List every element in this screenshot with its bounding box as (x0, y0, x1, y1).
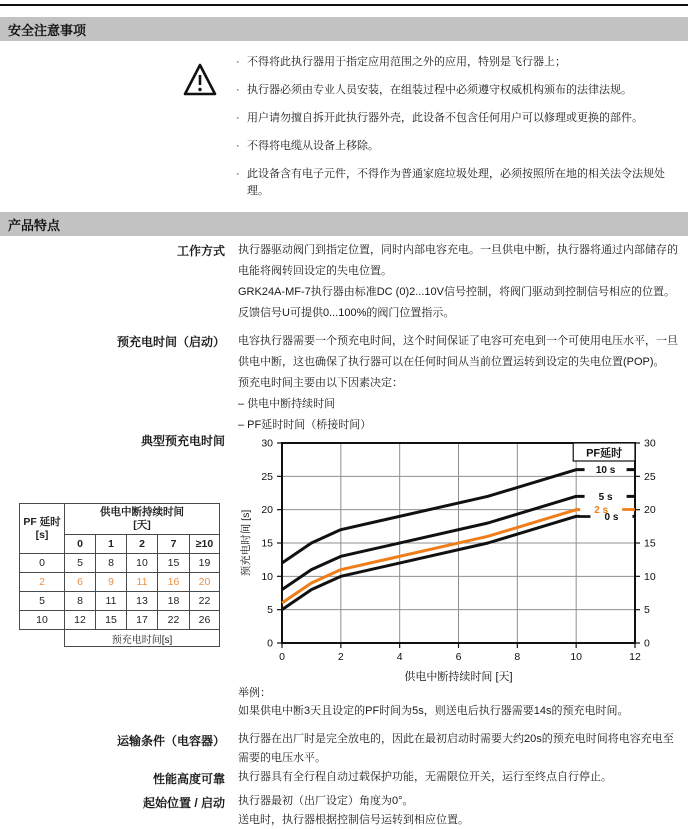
table-footer-row (20, 630, 220, 647)
precharge-list-item: – PF延时时间（桥接时间） (238, 419, 372, 431)
svg-text:供电中断持续时间 [天]: 供电中断持续时间 [天] (404, 671, 513, 683)
typical-label: 典型预充电时间 (140, 434, 225, 448)
paragraph: 执行器驱动阀门到指定位置，同时内部电容充电。一旦供电中断，执行器将通过内部储存的电能将阀转回设定的失电位置。 (238, 244, 678, 277)
table-cell: 2 (20, 573, 65, 592)
table-cell: 11 (127, 573, 158, 592)
svg-text:4: 4 (396, 651, 403, 663)
table-cell: 16 (158, 573, 190, 592)
table-cell: 15 (158, 554, 190, 573)
svg-text:10: 10 (570, 651, 583, 663)
svg-text:5: 5 (644, 604, 650, 617)
svg-text:10 s: 10 s (595, 465, 616, 477)
bullet-text: 不得将此执行器用于指定应用范围之外的应用，特别是飞行器上； (247, 56, 566, 68)
svg-text:30: 30 (261, 437, 273, 450)
section-bar-features (0, 212, 688, 236)
table-row (20, 573, 220, 592)
precharge-table (19, 503, 220, 647)
paragraph: 执行器具有全行程自动过载保护功能，无需限位开关，运行至终点自行停止。 (238, 771, 612, 783)
precharge-chart (230, 436, 688, 688)
table-corner-cell: PF 延时 [s] (20, 504, 65, 554)
table-header-row (20, 504, 220, 535)
table-row (20, 611, 220, 630)
example-title: 举例： (238, 687, 271, 699)
svg-text:15: 15 (261, 537, 273, 550)
table-cell: 12 (65, 611, 96, 630)
svg-text:6: 6 (455, 651, 462, 663)
svg-text:2 s: 2 s (594, 505, 609, 517)
svg-text:10: 10 (644, 570, 656, 583)
example-text: 如果供电中断3天且设定的PF时间为5s，则送电后执行器需要14s的预充电时间。 (238, 705, 629, 717)
table-cell: 10 (127, 554, 158, 573)
table-cell: 13 (127, 592, 158, 611)
paragraph: 电容执行器需要一个预充电时间，这个时间保证了电容可充电到一个可使用电压水平，一旦供电中断，这也确保了执行器可以在任何时间从当前位置运转到设定的失电位置(POP)。 (238, 335, 678, 368)
table-cell: 8 (65, 592, 96, 611)
section-title-safety: 安全注意事项 (8, 22, 87, 38)
table-cell: 17 (127, 611, 158, 630)
svg-text:25: 25 (261, 470, 273, 483)
warning-triangle-icon (183, 62, 217, 98)
table-col-header: ≥10 (190, 535, 220, 554)
bullet-item (236, 138, 684, 155)
safety-bullet-list (236, 54, 684, 211)
table-cell: 22 (158, 611, 190, 630)
paragraph: 执行器最初（出厂设定）角度为0°。 (238, 795, 414, 807)
table-cell: 9 (96, 573, 127, 592)
bullet-item (236, 82, 684, 99)
table-cell: 22 (190, 592, 220, 611)
svg-text:0: 0 (279, 651, 285, 663)
bullet-item (236, 110, 684, 127)
svg-text:25: 25 (644, 470, 656, 483)
svg-text:30: 30 (644, 437, 656, 450)
table-footer-cell: 预充电时间[s] (65, 630, 220, 647)
bullet-item (236, 166, 684, 200)
table-col-header: 0 (65, 535, 96, 554)
table-cell: 0 (20, 554, 65, 573)
row-label: 运输条件（电容器） (116, 734, 225, 748)
svg-text:12: 12 (629, 651, 641, 663)
row-label: 工作方式 (176, 244, 225, 258)
table-col-header: 1 (96, 535, 127, 554)
table-row (20, 554, 220, 573)
table-cell: 10 (20, 611, 65, 630)
svg-text:10: 10 (261, 570, 273, 583)
svg-text:PF延时: PF延时 (586, 447, 623, 460)
precharge-list-item: – 供电中断持续时间 (238, 398, 336, 410)
table-col-header: 7 (158, 535, 190, 554)
svg-text:0: 0 (644, 637, 650, 650)
svg-text:20: 20 (644, 504, 656, 517)
bullet-text: 执行器必须由专业人员安装，在组装过程中必须遵守权威机构颁布的法律法规。 (247, 84, 632, 96)
table-cell: 20 (190, 573, 220, 592)
svg-text:20: 20 (261, 504, 273, 517)
section-bar-safety (0, 17, 688, 41)
table-row (20, 592, 220, 611)
svg-text:0 s: 0 s (604, 511, 619, 523)
table-cell: 19 (190, 554, 220, 573)
bullet-text: 用户请勿擅自拆开此执行器外壳，此设备不包含任何用户可以修理或更换的部件。 (247, 112, 643, 124)
table-col-header: 2 (127, 535, 158, 554)
bullet-marker: · (236, 140, 240, 152)
svg-text:预充电时间 [s]: 预充电时间 [s] (240, 509, 252, 577)
row-label: 起始位置 / 启动 (142, 796, 225, 810)
svg-text:8: 8 (514, 651, 521, 663)
top-rule (0, 4, 688, 6)
paragraph: 送电时，执行器根据控制信号运转到相应位置。 (238, 814, 469, 826)
paragraph: 执行器在出厂时是完全放电的，因此在最初启动时需要大约20s的预充电时间将电容充电至需要的电压水平。 (238, 733, 674, 764)
table-span-header: 供电中断持续时间 [天] (65, 504, 220, 535)
svg-text:0: 0 (267, 637, 273, 650)
table-cell: 26 (190, 611, 220, 630)
table-cell: 5 (65, 554, 96, 573)
svg-text:2: 2 (337, 651, 344, 663)
bullet-text: 不得将电缆从设备上移除。 (247, 140, 379, 152)
row-label: 预充电时间（启动） (116, 335, 225, 349)
bullet-marker: · (236, 84, 240, 96)
bullet-marker: · (236, 168, 240, 180)
svg-text:5 s: 5 s (598, 491, 613, 503)
section-title-features: 产品特点 (8, 217, 61, 233)
bullet-text: 此设备含有电子元件，不得作为普通家庭垃圾处理，必须按照所在地的相关法令法规处理。 (247, 168, 665, 197)
table-cell: 18 (158, 592, 190, 611)
paragraph: 预充电时间主要由以下因素决定： (238, 377, 403, 389)
table-cell: 15 (96, 611, 127, 630)
bullet-marker: · (236, 112, 240, 124)
bullet-marker: · (236, 56, 240, 68)
table-cell: 5 (20, 592, 65, 611)
table-ghost-cell (20, 630, 65, 647)
table-cell: 11 (96, 592, 127, 611)
row-label: 性能高度可靠 (152, 772, 225, 786)
table-cell: 6 (65, 573, 96, 592)
svg-text:5: 5 (267, 604, 273, 617)
precharge-table-wrap (19, 503, 220, 647)
bullet-item (236, 54, 684, 71)
svg-text:15: 15 (644, 537, 656, 550)
table-cell: 8 (96, 554, 127, 573)
paragraph: GRK24A-MF-7执行器由标准DC (0)2...10V信号控制，将阀门驱动到控制信号相应的位置。反馈信号U可提供0...100%的阀门位置指示。 (238, 286, 675, 319)
